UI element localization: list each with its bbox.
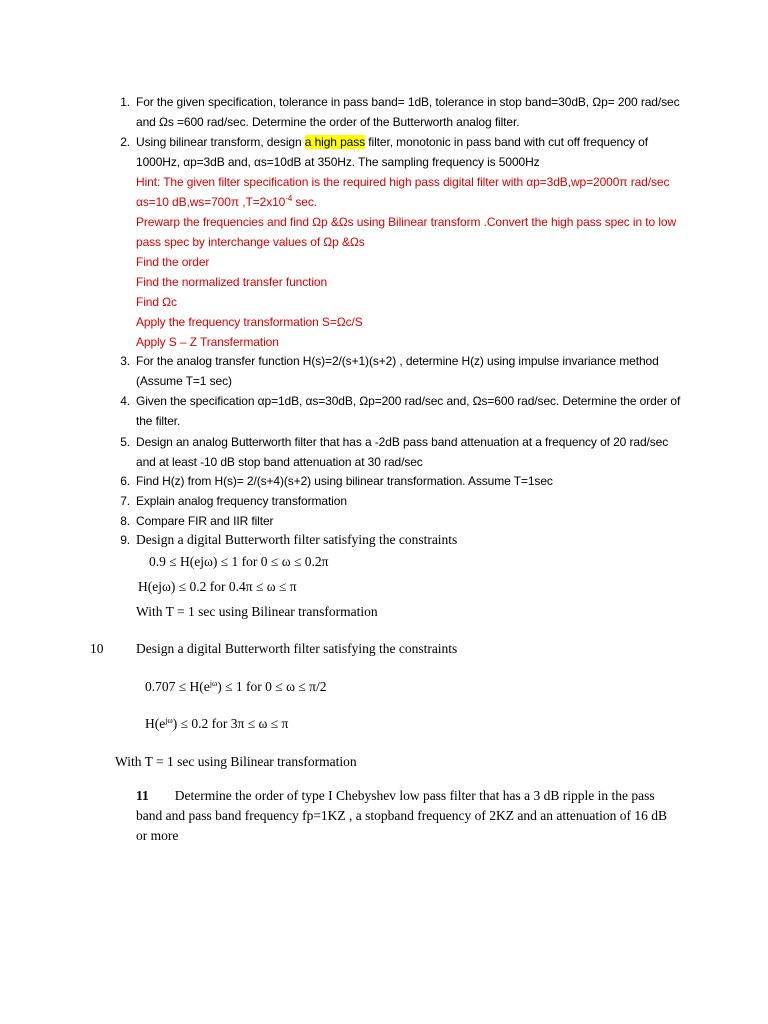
- question-text: Design a digital Butterworth filter satisfying the constraints: [136, 532, 458, 547]
- question-4: [120, 391, 686, 431]
- question-number: 2.: [120, 135, 130, 149]
- question-number: 3.: [120, 354, 130, 368]
- question-text: For the analog transfer function H(s)=2/(s+1)(s+2) , determine H(z) using impulse invariance method (Assume T=1 sec): [136, 354, 659, 388]
- step-normalized-transfer-function: Find the normalized transfer function: [136, 275, 328, 289]
- step-order: Find the order: [136, 255, 210, 269]
- question-2: [120, 132, 686, 352]
- step-find-omega-c: Find Ωc: [136, 295, 177, 309]
- question-text: filter, monotonic in pass band with cut off frequency of 1000Hz, αp=3dB and, αs=10dB at 350Hz. The sampling frequency is 5000Hz: [136, 135, 648, 169]
- question-5: [120, 432, 686, 472]
- question-9: [120, 530, 686, 550]
- prewarp-instruction: Prewarp the frequencies and find Ωp &Ωs using Bilinear transform .Convert the high pass spec in to low pass spec by interchange values of Ωp &Ωs: [136, 215, 677, 249]
- exponent: -4: [285, 194, 293, 203]
- question-number: 8.: [120, 514, 130, 528]
- question-number: 5.: [120, 435, 130, 449]
- exponent: jω: [165, 716, 173, 725]
- sampling-note: With T = 1 sec using Bilinear transformation: [115, 754, 357, 769]
- constraint-passband: $0.707 \le H(e^{j\omega}) \le 1$ for 0 ≤ ω ≤ π/2: [145, 679, 327, 694]
- question-text: Compare FIR and IIR filter: [136, 514, 274, 528]
- question-number: 9.: [120, 533, 130, 547]
- sampling-note: With T = 1 sec using Bilinear transformation: [136, 604, 378, 619]
- question-number: 11: [136, 788, 149, 803]
- question-text: Using bilinear transform, design: [136, 135, 305, 149]
- question-11: [136, 786, 676, 846]
- step-frequency-transformation: Apply the frequency transformation S=Ωc/S: [136, 315, 363, 329]
- question-text: Find H(z) from H(s)= 2/(s+4)(s+2) using bilinear transformation. Assume T=1sec: [136, 474, 553, 488]
- question-text: Explain analog frequency transformation: [136, 494, 347, 508]
- question-10-number: 10: [90, 641, 104, 656]
- question-number: 1.: [120, 95, 130, 109]
- constraint-stopband: $H(e^{j\omega}) \le 0.2$ for 3π ≤ ω ≤ π: [145, 716, 289, 731]
- exponent: jω: [209, 679, 218, 688]
- question-6: [120, 471, 686, 491]
- question-8: [120, 511, 686, 531]
- question-number: 4.: [120, 394, 130, 408]
- question-7: [120, 491, 686, 511]
- step-s-z-transformation: Apply S – Z Transfermation: [136, 335, 279, 349]
- highlighted-text: a high pass: [304, 135, 366, 149]
- hint-text: Hint: The given filter specification is the required high pass digital filter with αp=3dB,wp=2000π rad/sec αs=10 dB,ws=700π $,T=2x10^{-4}$ sec.: [136, 175, 670, 209]
- question-3: [120, 351, 686, 391]
- question-10-text: Design a digital Butterworth filter satisfying the constraints: [136, 641, 458, 656]
- question-text: Given the specification αp=1dB, αs=30dB, Ωp=200 rad/sec and, Ωs=600 rad/sec. Determine the order of the filter.: [136, 394, 681, 428]
- constraint-stopband: H(ejω) ≤ 0.2 for 0.4π ≤ ω ≤ π: [138, 579, 297, 594]
- question-text: Determine the order of type I Chebyshev low pass filter that has a 3 dB ripple in the pass band and pass band frequency fp=1KZ , a stopband frequency of 2KZ and an attenuation of 16 dB or more: [136, 788, 667, 843]
- question-number: 7.: [120, 494, 130, 508]
- question-text: For the given specification, tolerance in pass band= 1dB, tolerance in stop band=30dB, Ωp= 200 rad/sec and Ωs =600 rad/sec. Determine the order of the Butterworth analog filter.: [136, 95, 680, 129]
- constraint-passband: 0.9 ≤ H(ejω) ≤ 1 for 0 ≤ ω ≤ 0.2π: [149, 554, 329, 569]
- question-number: 6.: [120, 474, 130, 488]
- question-text: Design an analog Butterworth filter that has a -2dB pass band attenuation at a frequency of 20 rad/sec and at least -10 dB stop band attenuation at 30 rad/sec: [136, 435, 669, 469]
- question-1: [120, 92, 686, 132]
